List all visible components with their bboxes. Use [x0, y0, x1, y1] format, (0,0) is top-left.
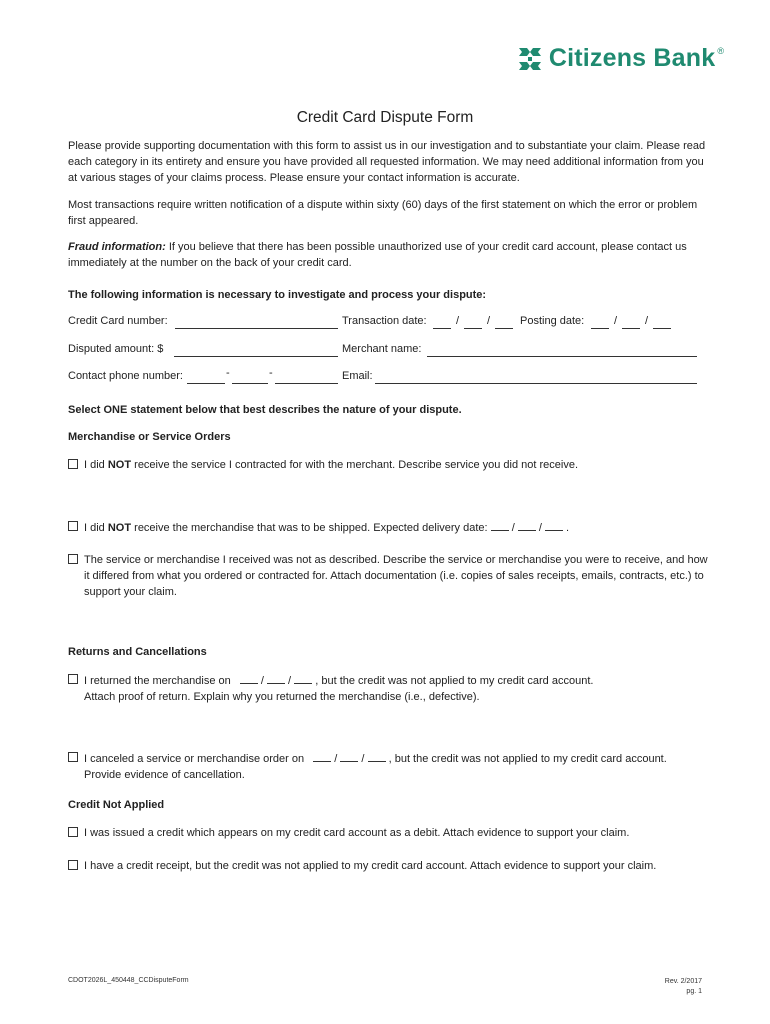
transaction-day-field[interactable] [464, 328, 482, 329]
cancel-month-field[interactable] [313, 750, 331, 762]
card-transaction-row: Credit Card number: Transaction date: / / Posting date: / / [68, 315, 700, 331]
registered-mark: ® [717, 45, 724, 56]
amount-merchant-row [68, 343, 700, 359]
checkbox-canceled-order[interactable] [68, 752, 78, 762]
fraud-label: Fraud information: [68, 241, 166, 253]
email-field[interactable] [375, 383, 697, 384]
merchant-name-field[interactable] [427, 356, 697, 357]
footer-revision [665, 977, 702, 997]
transaction-month-field[interactable] [433, 328, 451, 329]
phone-label: Contact phone number: [68, 370, 183, 382]
checkbox-credit-receipt[interactable] [68, 860, 78, 870]
fraud-paragraph [68, 239, 708, 271]
cancel-day-field[interactable] [340, 750, 358, 762]
email-label: Email: [342, 370, 373, 382]
credit-section-title: Credit Not Applied [68, 799, 165, 811]
citizens-logo-mark-icon [517, 46, 543, 72]
return-day-field[interactable] [267, 672, 285, 684]
checkbox-service-not-received[interactable] [68, 459, 78, 469]
info-heading: The following information is necessary to investigate and process your dispute: [68, 289, 487, 301]
posting-date-label: Posting date: [520, 315, 585, 327]
checkbox-returned-merchandise[interactable] [68, 674, 78, 684]
transaction-year-field[interactable] [495, 328, 513, 329]
page-number: pg. 1 [686, 988, 702, 995]
merchandise-section-title: Merchandise or Service Orders [68, 431, 231, 443]
form-title: Credit Card Dispute Form [296, 109, 474, 126]
return-month-field[interactable] [240, 672, 258, 684]
delivery-month-field[interactable] [491, 519, 509, 531]
checkbox-not-as-described[interactable] [68, 554, 78, 564]
phone-line-field[interactable] [275, 383, 338, 384]
revision-date: Rev. 2/2017 [664, 978, 702, 985]
checkbox-merchandise-not-received[interactable] [68, 521, 78, 531]
phone-prefix-field[interactable] [232, 383, 268, 384]
disputed-amount-label: Disputed amount: $ [68, 343, 164, 355]
select-heading: Select ONE statement below that best describes the nature of your dispute. [68, 404, 462, 416]
return-year-field[interactable] [294, 672, 312, 684]
notice-paragraph: Most transactions require written notification of a dispute within sixty (60) days of the first statement on which the error or problem first appeared. [68, 199, 698, 227]
transaction-date-label: Transaction date: [342, 315, 427, 327]
citizens-bank-logo [517, 44, 724, 73]
cancel-year-field[interactable] [368, 750, 386, 762]
form-code: CDOT2026L_450448_CCDisputeForm [68, 977, 189, 984]
delivery-day-field[interactable] [518, 519, 536, 531]
card-number-field[interactable] [175, 328, 338, 329]
returns-section-title: Returns and Cancellations [68, 646, 207, 658]
checkbox-credit-as-debit[interactable] [68, 827, 78, 837]
phone-area-field[interactable] [187, 383, 225, 384]
card-number-label: Credit Card number: [68, 315, 168, 327]
dispute-form-page: Citizens Bank ® Credit Card Dispute Form Please provide supporting documentation with this form to assist us in our investigation and to substantiate your claim. Please read each category in its entirety and ensure you have provided all requested information. We may need additional information from you at various stages of your claims process. Please ensure your contact information is accurate. Most transactions require written notification of a dispute within sixty (60) days of the first statement on which the error or problem first appeared. Fraud information: If you believe that there has been possible unauthorized use of your credit card account, please contact us immediately at the number on the back of your credit card. The following information is necessary to investigate and process your dispute: Credit Card number: Transaction date: / / Posting date: / / Disputed amount: $ Merchant name: Contact phone number: - - Email: Select ONE statement below that best describes the nature of your dispute. Merchandise or Service Orders I did NOT receive the service I contracted for with the merchant. Describe service you did not receive. I did NOT receive the merchandise that was to be shipped. Expected delivery date: / / . The service or merchandise I received was not as described. Describe the service or merchandise you were to receive, and how it differed from what you ordered or contracted for. Attach documentation (i.e. copies of sales receipts, emails, contracts, etc.) to support your claim. Returns and Cancellations I returned the merchandise on / / , but the credit was not applied to my credit card account. Attach proof of return. Explain why you returned the merchandise (i.e., defective). I canceled a service or merchandise order on / / , but the credit was not applied to my credit card account. Provide evidence of cancellation. Credit Not Applied I was issued a credit which appears on my credit card account as a debit. Attach evidence to support your claim. I have a credit receipt, but the credit was not applied to my credit card account. Attach evidence to support your claim. CDOT2026L_450448_CCDisputeForm Rev. 2/2017 pg. 1 [0, 0, 770, 1024]
disputed-amount-field[interactable] [174, 356, 338, 357]
logo-text: Citizens Bank [548, 44, 716, 72]
delivery-year-field[interactable] [545, 519, 563, 531]
posting-year-field[interactable] [653, 328, 671, 329]
intro-paragraph: Please provide supporting documentation with this form to assist us in our investigation and to substantiate your claim. Please read each category in its entirety and ensure you have provided all requested information. We may need additional information from you at various stages of your claims process. Please ensure your contact information is accurate. [68, 140, 706, 184]
fraud-text: If you believe that there has been possible unauthorized use of your credit card account, please contact us immediately at the number on the back of your credit card. [68, 241, 687, 269]
posting-month-field[interactable] [591, 328, 609, 329]
phone-email-row: Contact phone number: - - Email: [68, 370, 700, 386]
merchant-name-label: Merchant name: [342, 343, 422, 355]
posting-day-field[interactable] [622, 328, 640, 329]
